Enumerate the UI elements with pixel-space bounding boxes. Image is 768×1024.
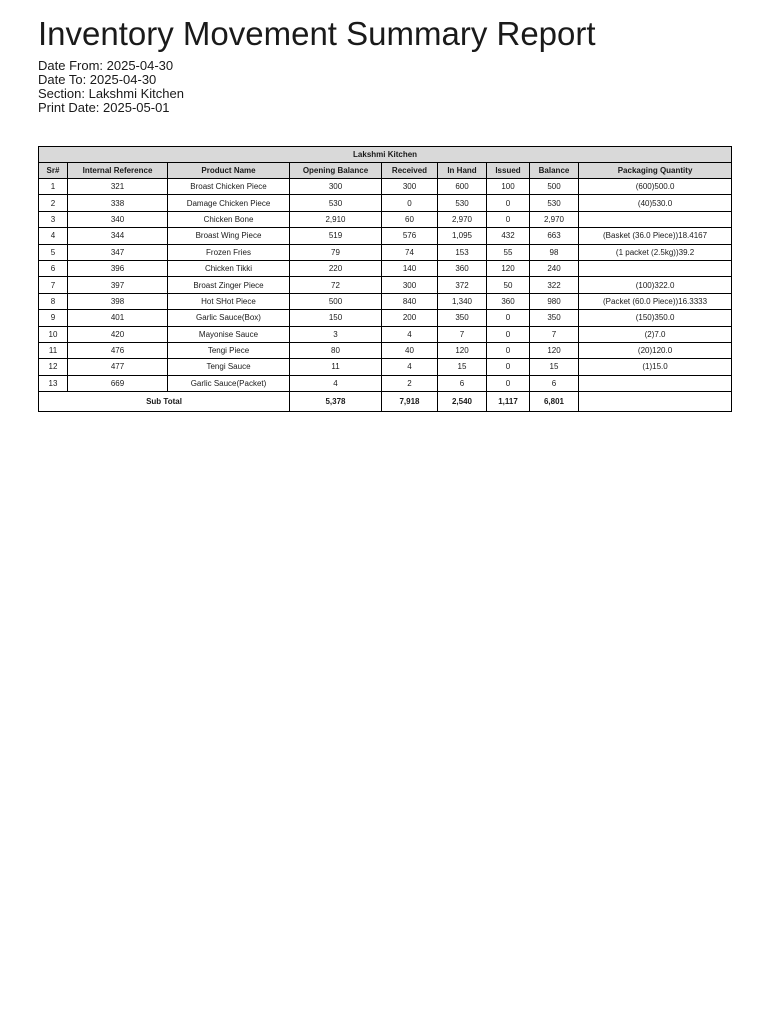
cell-product-name: Tengi Sauce [168, 359, 290, 375]
cell-in-hand: 15 [438, 359, 487, 375]
cell-internal-reference: 397 [68, 277, 168, 293]
cell-in-hand: 6 [438, 375, 487, 391]
col-header-packaging-quantity: Packaging Quantity [579, 163, 732, 179]
cell-received: 300 [382, 277, 438, 293]
cell-balance: 240 [530, 260, 579, 276]
cell-issued: 0 [487, 195, 530, 211]
section: Section: Lakshmi Kitchen [38, 86, 184, 101]
cell-internal-reference: 476 [68, 342, 168, 358]
cell-in-hand: 153 [438, 244, 487, 260]
cell-opening-balance: 4 [290, 375, 382, 391]
subtotal-balance: 6,801 [530, 392, 579, 412]
table-row [39, 310, 732, 326]
report-meta [38, 59, 184, 115]
cell-in-hand: 1,340 [438, 293, 487, 309]
cell-internal-reference: 347 [68, 244, 168, 260]
cell-in-hand: 372 [438, 277, 487, 293]
inventory-table [38, 146, 732, 412]
cell-product-name: Mayonise Sauce [168, 326, 290, 342]
cell-opening-balance: 300 [290, 179, 382, 195]
cell-sr: 9 [39, 310, 68, 326]
cell-balance: 7 [530, 326, 579, 342]
cell-product-name: Garlic Sauce(Packet) [168, 375, 290, 391]
cell-received: 4 [382, 359, 438, 375]
cell-received: 2 [382, 375, 438, 391]
cell-balance: 98 [530, 244, 579, 260]
table-row [39, 260, 732, 276]
cell-balance: 120 [530, 342, 579, 358]
cell-sr: 12 [39, 359, 68, 375]
cell-packaging-quantity: (600)500.0 [579, 179, 732, 195]
cell-sr: 6 [39, 260, 68, 276]
table-row [39, 195, 732, 211]
cell-opening-balance: 500 [290, 293, 382, 309]
cell-balance: 980 [530, 293, 579, 309]
cell-internal-reference: 338 [68, 195, 168, 211]
col-header-in-hand: In Hand [438, 163, 487, 179]
table-row [39, 359, 732, 375]
cell-product-name: Broast Zinger Piece [168, 277, 290, 293]
cell-received: 576 [382, 228, 438, 244]
cell-in-hand: 350 [438, 310, 487, 326]
cell-issued: 50 [487, 277, 530, 293]
cell-received: 200 [382, 310, 438, 326]
cell-packaging-quantity: (100)322.0 [579, 277, 732, 293]
cell-balance: 350 [530, 310, 579, 326]
date-from: Date From: 2025-04-30 [38, 58, 174, 73]
cell-product-name: Frozen Fries [168, 244, 290, 260]
cell-product-name: Garlic Sauce(Box) [168, 310, 290, 326]
table-row [39, 211, 732, 227]
table-row [39, 179, 732, 195]
print-date: Print Date: 2025-05-01 [38, 100, 170, 115]
cell-balance: 2,970 [530, 211, 579, 227]
cell-sr: 4 [39, 228, 68, 244]
table-row [39, 277, 732, 293]
cell-in-hand: 1,095 [438, 228, 487, 244]
cell-sr: 2 [39, 195, 68, 211]
cell-received: 0 [382, 195, 438, 211]
cell-product-name: Broast Wing Piece [168, 228, 290, 244]
cell-product-name: Chicken Tikki [168, 260, 290, 276]
subtotal-opening-balance: 5,378 [290, 392, 382, 412]
cell-internal-reference: 401 [68, 310, 168, 326]
cell-packaging-quantity: (1 packet (2.5kg))39.2 [579, 244, 732, 260]
cell-in-hand: 120 [438, 342, 487, 358]
cell-in-hand: 2,970 [438, 211, 487, 227]
cell-opening-balance: 2,910 [290, 211, 382, 227]
cell-opening-balance: 79 [290, 244, 382, 260]
cell-opening-balance: 519 [290, 228, 382, 244]
cell-opening-balance: 72 [290, 277, 382, 293]
cell-issued: 0 [487, 310, 530, 326]
cell-balance: 15 [530, 359, 579, 375]
cell-issued: 432 [487, 228, 530, 244]
subtotal-in-hand: 2,540 [438, 392, 487, 412]
cell-opening-balance: 11 [290, 359, 382, 375]
column-header-row [39, 163, 732, 179]
section-header-row [39, 147, 732, 163]
subtotal-row [39, 392, 732, 412]
cell-opening-balance: 80 [290, 342, 382, 358]
cell-packaging-quantity: (1)15.0 [579, 359, 732, 375]
table-row [39, 342, 732, 358]
cell-packaging-quantity: (Packet (60.0 Piece))16.3333 [579, 293, 732, 309]
col-header-internal-reference: Internal Reference [68, 163, 168, 179]
cell-internal-reference: 340 [68, 211, 168, 227]
col-header-issued: Issued [487, 163, 530, 179]
table-body [39, 179, 732, 392]
cell-internal-reference: 669 [68, 375, 168, 391]
cell-opening-balance: 150 [290, 310, 382, 326]
cell-internal-reference: 420 [68, 326, 168, 342]
cell-issued: 100 [487, 179, 530, 195]
cell-packaging-quantity [579, 260, 732, 276]
cell-sr: 11 [39, 342, 68, 358]
cell-packaging-quantity: (2)7.0 [579, 326, 732, 342]
col-header-sr: Sr# [39, 163, 68, 179]
col-header-balance: Balance [530, 163, 579, 179]
cell-packaging-quantity: (150)350.0 [579, 310, 732, 326]
cell-internal-reference: 396 [68, 260, 168, 276]
cell-issued: 120 [487, 260, 530, 276]
section-header: Lakshmi Kitchen [39, 147, 732, 163]
cell-balance: 500 [530, 179, 579, 195]
cell-in-hand: 360 [438, 260, 487, 276]
cell-received: 74 [382, 244, 438, 260]
cell-issued: 0 [487, 359, 530, 375]
cell-packaging-quantity: (40)530.0 [579, 195, 732, 211]
table-row [39, 375, 732, 391]
cell-internal-reference: 477 [68, 359, 168, 375]
cell-sr: 7 [39, 277, 68, 293]
cell-issued: 0 [487, 342, 530, 358]
cell-opening-balance: 3 [290, 326, 382, 342]
report-title: Inventory Movement Summary Report [38, 15, 596, 52]
cell-balance: 530 [530, 195, 579, 211]
cell-product-name: Hot SHot Piece [168, 293, 290, 309]
cell-product-name: Chicken Bone [168, 211, 290, 227]
subtotal-issued: 1,117 [487, 392, 530, 412]
cell-issued: 0 [487, 211, 530, 227]
cell-in-hand: 600 [438, 179, 487, 195]
col-header-product-name: Product Name [168, 163, 290, 179]
subtotal-received: 7,918 [382, 392, 438, 412]
table-row [39, 293, 732, 309]
table-row [39, 228, 732, 244]
subtotal-packaging-quantity [579, 392, 732, 412]
cell-internal-reference: 344 [68, 228, 168, 244]
cell-opening-balance: 530 [290, 195, 382, 211]
cell-sr: 1 [39, 179, 68, 195]
cell-issued: 55 [487, 244, 530, 260]
cell-sr: 3 [39, 211, 68, 227]
subtotal-label: Sub Total [39, 392, 290, 412]
cell-product-name: Damage Chicken Piece [168, 195, 290, 211]
cell-packaging-quantity: (Basket (36.0 Piece))18.4167 [579, 228, 732, 244]
cell-sr: 5 [39, 244, 68, 260]
cell-internal-reference: 398 [68, 293, 168, 309]
cell-balance: 322 [530, 277, 579, 293]
cell-sr: 8 [39, 293, 68, 309]
cell-product-name: Tengi Piece [168, 342, 290, 358]
cell-sr: 10 [39, 326, 68, 342]
cell-received: 140 [382, 260, 438, 276]
date-to: Date To: 2025-04-30 [38, 72, 157, 87]
col-header-opening-balance: Opening Balance [290, 163, 382, 179]
cell-in-hand: 7 [438, 326, 487, 342]
cell-received: 4 [382, 326, 438, 342]
cell-packaging-quantity [579, 375, 732, 391]
cell-opening-balance: 220 [290, 260, 382, 276]
table-row [39, 244, 732, 260]
cell-received: 40 [382, 342, 438, 358]
cell-issued: 360 [487, 293, 530, 309]
cell-balance: 6 [530, 375, 579, 391]
cell-sr: 13 [39, 375, 68, 391]
cell-product-name: Broast Chicken Piece [168, 179, 290, 195]
cell-packaging-quantity [579, 211, 732, 227]
cell-received: 300 [382, 179, 438, 195]
cell-packaging-quantity: (20)120.0 [579, 342, 732, 358]
cell-received: 840 [382, 293, 438, 309]
cell-balance: 663 [530, 228, 579, 244]
cell-in-hand: 530 [438, 195, 487, 211]
cell-internal-reference: 321 [68, 179, 168, 195]
cell-received: 60 [382, 211, 438, 227]
col-header-received: Received [382, 163, 438, 179]
table-row [39, 326, 732, 342]
cell-issued: 0 [487, 375, 530, 391]
cell-issued: 0 [487, 326, 530, 342]
